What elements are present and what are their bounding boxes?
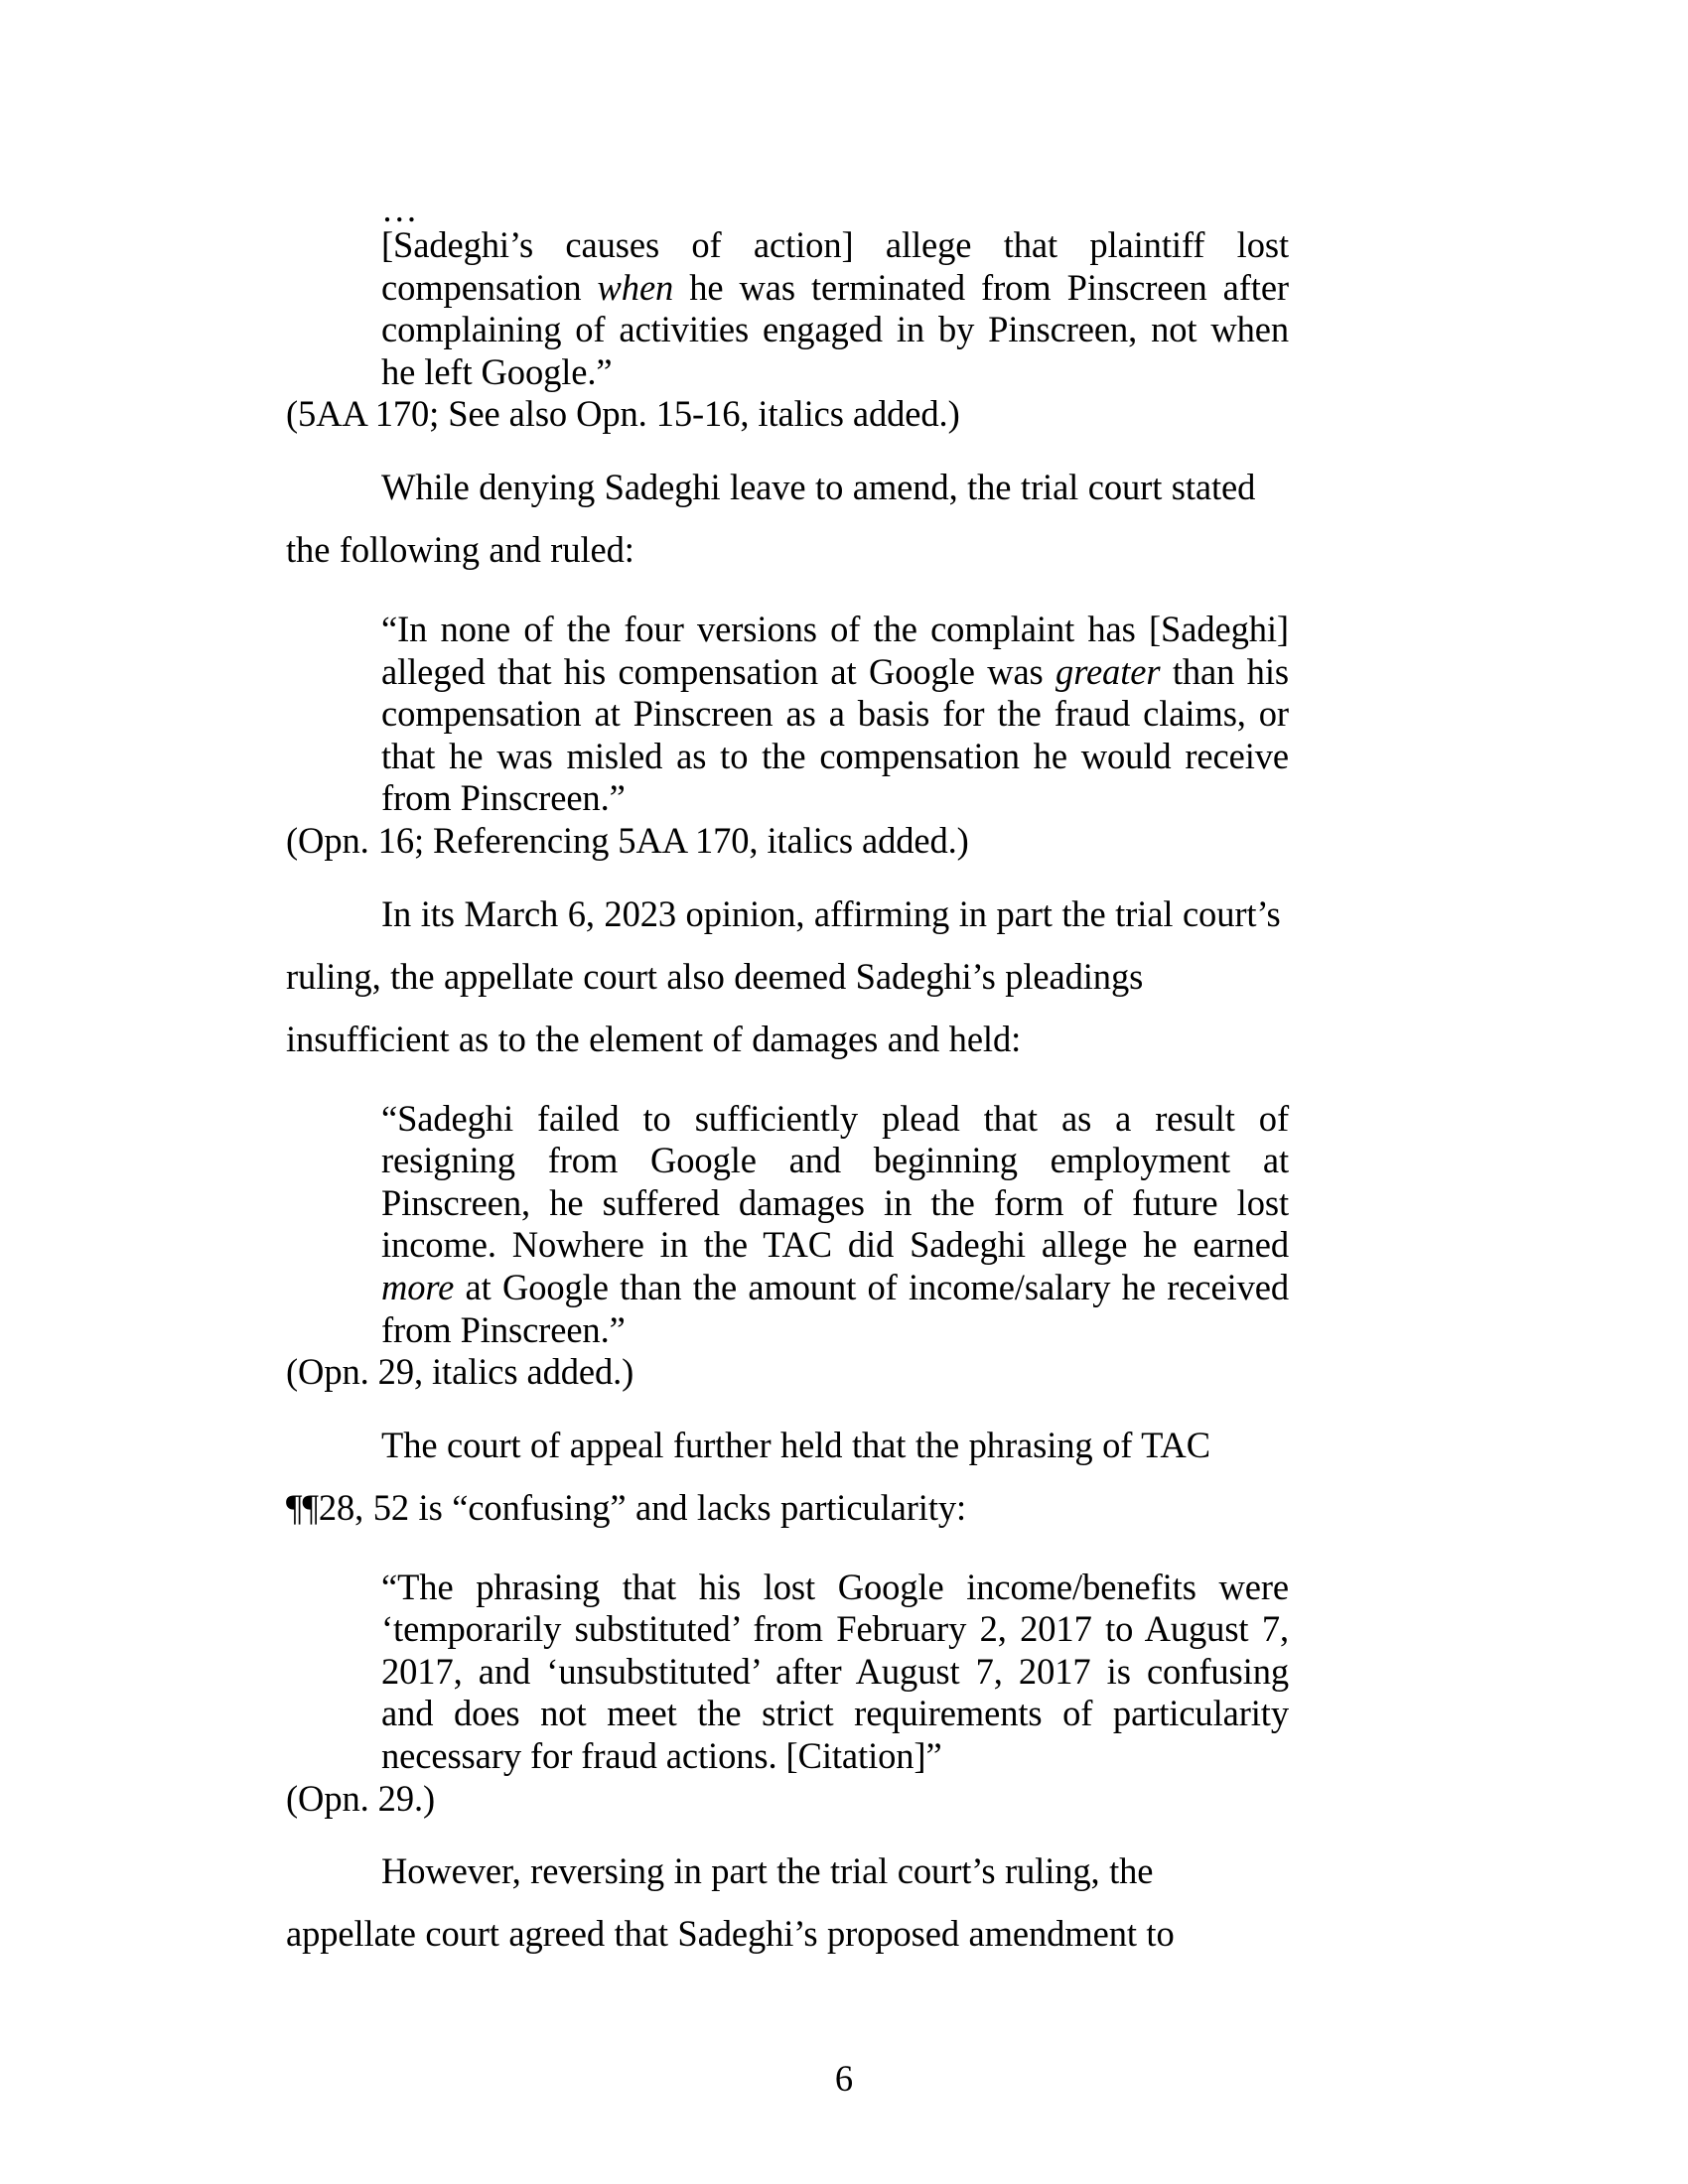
quote-1-italic-when: when bbox=[597, 266, 674, 308]
paragraph-1: While denying Sadeghi leave to amend, the trial court stated the following and ruled: bbox=[286, 466, 1256, 570]
quote-1-text-after-italic: he was terminated from Pinscreen after complaining of activities engaged in by Pinscreen, not when he left Google.” bbox=[381, 266, 1289, 392]
block-quote-4: “The phrasing that his lost Google income/benefits were ‘temporarily substituted’ from February 2, 2017 to August 7, 2017, and ‘unsubstituted’ after August 7, 2017 is confusing and does not meet the strict requirements of particularity necessary for fraud actions. [Citation]” bbox=[381, 1566, 1289, 1777]
quote-3-italic-more: more bbox=[381, 1266, 455, 1307]
quote-3-text-before-italic: “Sadeghi failed to sufficiently plead that as a result of resigning from Google and beginning employment at Pinscreen, he suffered damages in the form of future lost income. Nowhere in the TAC did Sadeghi allege he earned bbox=[381, 1097, 1289, 1266]
quote-1-text-before-italic: [Sadeghi’s causes of action] allege that plaintiff lost compensation bbox=[381, 224, 1289, 308]
block-quote-1 bbox=[381, 224, 1289, 393]
spacer bbox=[286, 581, 1289, 609]
quote-2-text-after-italic: than his compensation at Pinscreen as a basis for the fraud claims, or that he was misled as to the compensation he would receive from Pinscreen.” bbox=[381, 650, 1289, 819]
ellipsis-marker: … bbox=[381, 189, 418, 229]
paragraph-3: The court of appeal further held that the phrasing of TAC ¶¶28, 52 is “confusing” and lacks particularity: bbox=[286, 1424, 1210, 1528]
quote-2-italic-greater: greater bbox=[1055, 650, 1161, 692]
citation-2: (Opn. 16; Referencing 5AA 170, italics added.) bbox=[286, 819, 969, 861]
block-quote-3 bbox=[381, 1098, 1289, 1352]
spacer bbox=[286, 1070, 1289, 1098]
quote-3-text-after-italic: at Google than the amount of income/salary he received from Pinscreen.” bbox=[381, 1266, 1289, 1350]
spacer bbox=[286, 1394, 1289, 1414]
spacer bbox=[286, 1820, 1289, 1840]
page-number: 6 bbox=[834, 2058, 854, 2099]
block-quote-2 bbox=[381, 609, 1289, 820]
citation-4: (Opn. 29.) bbox=[286, 1777, 436, 1819]
spacer bbox=[286, 436, 1289, 456]
spacer bbox=[286, 863, 1289, 883]
paragraph-2: In its March 6, 2023 opinion, affirming in part the trial court’s ruling, the appellate court also deemed Sadeghi’s pleadings insufficient as to the element of damages and held: bbox=[286, 892, 1281, 1059]
spacer bbox=[286, 1539, 1289, 1567]
paragraph-4: However, reversing in part the trial court’s ruling, the appellate court agreed that Sadeghi’s proposed amendment to bbox=[286, 1850, 1175, 1955]
citation-1: (5AA 170; See also Opn. 15-16, italics added.) bbox=[286, 393, 960, 435]
citation-3: (Opn. 29, italics added.) bbox=[286, 1351, 634, 1393]
quote-2-text-before-italic: “In none of the four versions of the complaint has [Sadeghi] alleged that his compensation at Google was bbox=[381, 608, 1289, 692]
page-content bbox=[286, 189, 1289, 1965]
